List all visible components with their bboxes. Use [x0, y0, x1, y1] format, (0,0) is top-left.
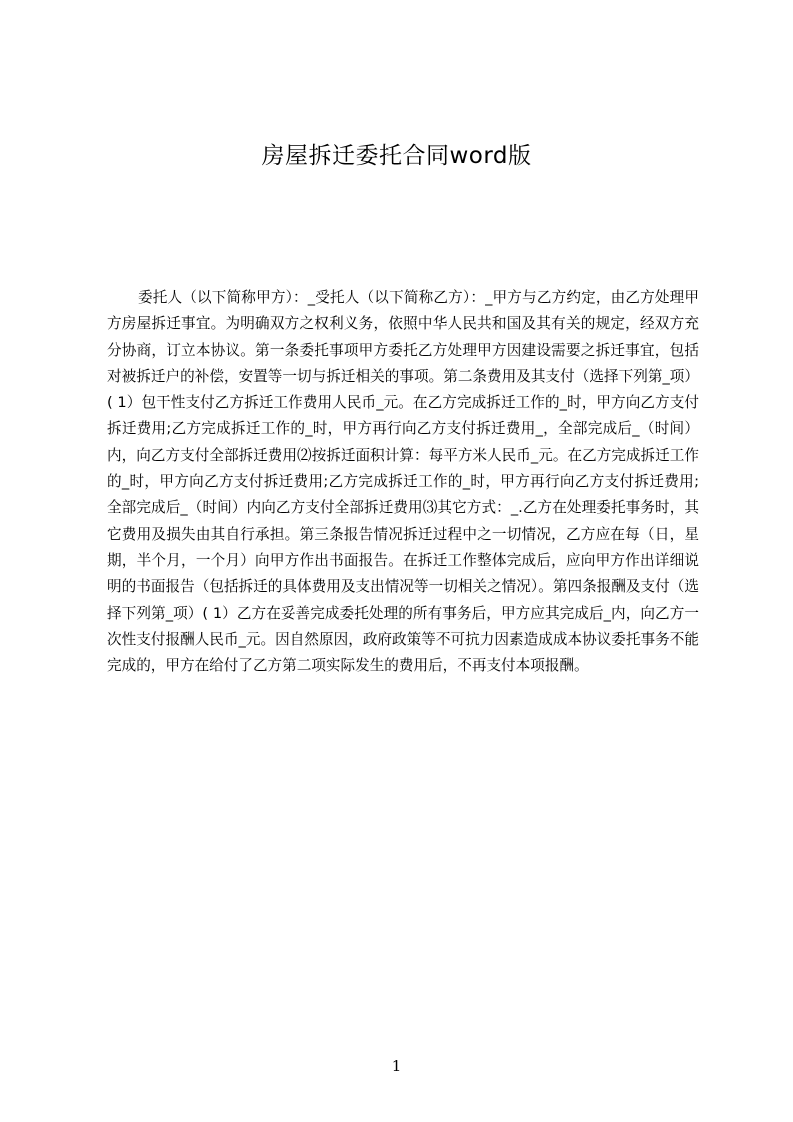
- document-title: 房屋拆迁委托合同word版: [261, 143, 532, 169]
- page-number: 1: [391, 1057, 402, 1075]
- contract-body-paragraph: 委托人（以下简称甲方）：_受托人（以下简称乙方）：_甲方与乙方约定，由乙方处理甲方房屋拆迁事宜。为明确双方之权利义务，依照中华人民共和国及其有关的规定，经双方充分协商，订立本协议。第一条委托事项甲方委托乙方处理甲方因建设需要之拆迁事宜，包括对被拆迁户的补偿，安置等一切与拆迁相关的事项。第二条费用及其支付（选择下列第_项）( 1）包干性支付乙方拆迁工作费用人民币_元。在乙方完成拆迁工作的_时，甲方向乙方支付拆迁费用;乙方完成拆迁工作的_时，甲方再行向乙方支付拆迁费用_，全部完成后_（时间）内，向乙方支付全部拆迁费用⑵按拆迁面积计算：每平方米人民币_元。在乙方完成拆迁工作的_时，甲方向乙方支付拆迁费用;乙方完成拆迁工作的_时，甲方再行向乙方支付拆迁费用;全部完成后_（时间）内向乙方支付全部拆迁费用⑶其它方式：_.乙方在处理委托事务时，其它费用及损失由其自行承担。第三条报告情况拆迁过程中之一切情况，乙方应在每（日，星期，半个月，一个月）向甲方作出书面报告。在拆迁工作整体完成后，应向甲方作出详细说明的书面报告（包括拆迁的具体费用及支出情况等一切相关之情况）。第四条报酬及支付（选择下列第_项）( 1）乙方在妥善完成委托处理的所有事务后，甲方应其完成后_内，向乙方一次性支付报酬人民币_元。因自然原因，政府政策等不可抗力因素造成成本协议委托事务不能完成的，甲方在给付了乙方第二项实际发生的费用后，不再支付本项报酬。: [107, 289, 699, 675]
